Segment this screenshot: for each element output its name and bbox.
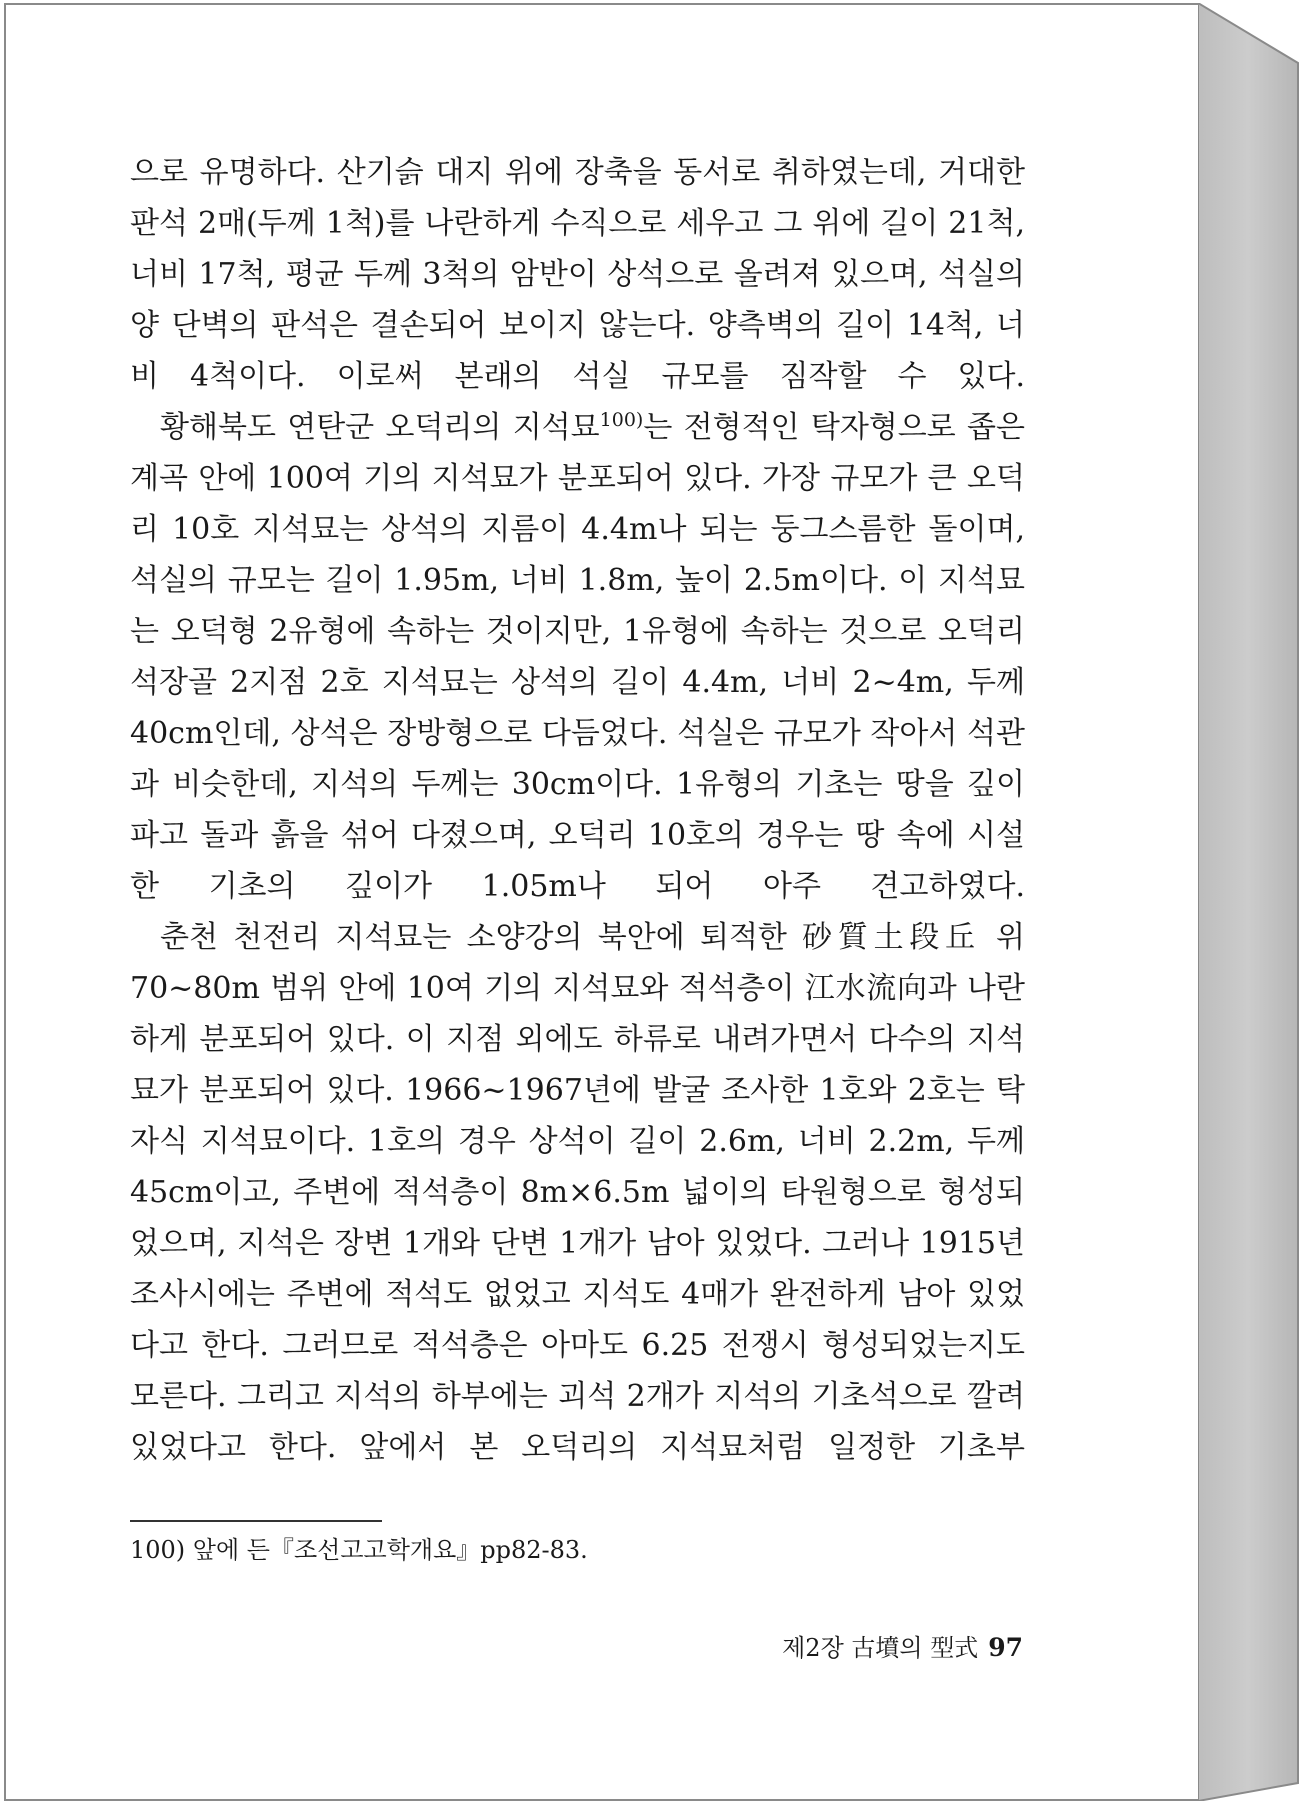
paragraph-2-part-a: 황해북도 연탄군 오덕리의 지석묘: [160, 410, 600, 445]
footnote-reference[interactable]: 100): [599, 409, 644, 431]
page-stack-spine: [1198, 3, 1303, 1801]
running-footer: [700, 1628, 1023, 1663]
body-text: [130, 147, 1025, 1473]
footnote-separator: [130, 1520, 382, 1522]
paragraph-1: 으로 유명하다. 산기슭 대지 위에 장축을 동서로 취하였는데, 거대한 판석 2매(두께 1척)를 나란하게 수직으로 세우고 그 위에 길이 21척, 너비 17척, 평균 두께 3척의 암반이 상석으로 올려져 있으며, 석실의 양 단벽의 판석은 결손되어 보이지 않는다. 양측벽의 길이 14척, 너비 4척이다. 이로써 본래의 석실 규모를 짐작할 수 있다.: [130, 155, 1025, 394]
paragraph-3: 춘천 천전리 지석묘는 소양강의 북안에 퇴적한 砂質土段丘 위 70~80m 범위 안에 10여 기의 지석묘와 적석층이 江水流向과 나란하게 분포되어 있다. 이 지점 외에도 하류로 내려가면서 다수의 지석묘가 분포되어 있다. 1966~1967년에 발굴 조사한 1호와 2호는 탁자식 지석묘이다. 1호의 경우 상석이 길이 2.6m, 너비 2.2m, 두께 45cm이고, 주변에 적석층이 8m×6.5m 넓이의 타원형으로 형성되었으며, 지석은 장변 1개와 단변 1개가 남아 있었다. 그러나 1915년 조사시에는 주변에 적석도 없었고 지석도 4매가 완전하게 남아 있었다고 한다. 그러므로 적석층은 아마도 6.25 전쟁시 형성되었는지도 모른다. 그리고 지석의 하부에는 괴석 2개가 지석의 기초석으로 깔려 있었다고 한다. 앞에서 본 오덕리의 지석묘처럼 일정한 기초부: [130, 920, 1025, 1465]
page-number: 97: [988, 1633, 1023, 1662]
footnote: 100) 앞에 든『조선고고학개요』pp82-83.: [130, 1536, 588, 1564]
paragraph-2: [130, 402, 1025, 912]
paragraph-2-part-b: 는 전형적인 탁자형으로 좁은 계곡 안에 100여 기의 지석묘가 분포되어 있다. 가장 규모가 큰 오덕리 10호 지석묘는 상석의 지름이 4.4m나 되는 둥그스름한 돌이며, 석실의 규모는 길이 1.95m, 너비 1.8m, 높이 2.5m이다. 이 지석묘는 오덕형 2유형에 속하는 것이지만, 1유형에 속하는 것으로 오덕리 석장골 2지점 2호 지석묘는 상석의 길이 4.4m, 너비 2~4m, 두께 40cm인데, 상석은 장방형으로 다듬었다. 석실은 규모가 작아서 석관과 비슷한데, 지석의 두께는 30cm이다. 1유형의 기초는 땅을 깊이 파고 돌과 흙을 섞어 다졌으며, 오덕리 10호의 경우는 땅 속에 시설한 기초의 깊이가 1.05m나 되어 아주 견고하였다.: [130, 410, 1026, 904]
chapter-title: 제2장 古墳의 型式: [782, 1634, 979, 1662]
